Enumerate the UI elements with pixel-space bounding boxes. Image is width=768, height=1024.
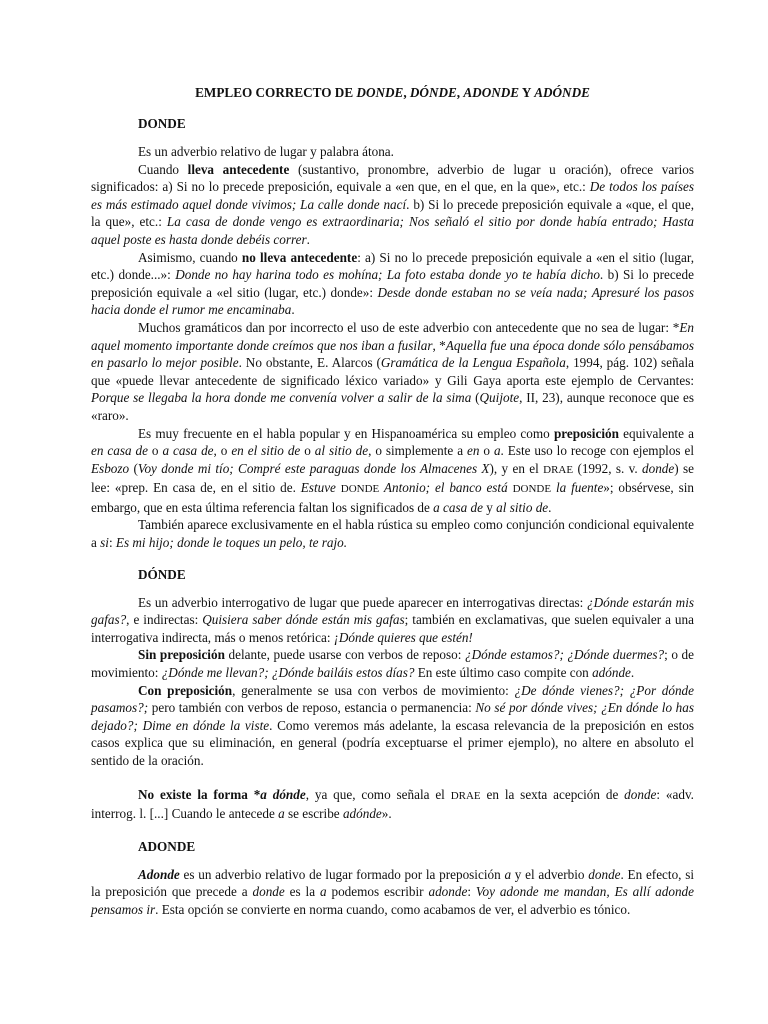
document-title: EMPLEO CORRECTO DE DONDE, DÓNDE, ADONDE Y ADÓNDE [195,85,590,100]
section-heading-donde: DONDE [138,116,186,131]
paragraph: Con preposición, generalmente se usa con verbos de movimiento: ¿De dónde vienes?; ¿Por dónde pasamos?; pero también con verbos de reposo, estancia o permanencia: No sé por dónde vives; ¿En dónde lo has dejado?; Dime en dónde la viste. Como veremos más adelante, la escasa relevancia de la preposición en estos casos explica que su eliminación, en general (podría exceptuarse el primer ejemplo), no altere en absoluto el sentido de la oración. [91,682,694,768]
paragraph: Es muy frecuente en el habla popular y en Hispanoamérica su empleo como preposición equivalente a en casa de o a casa de, o en el sitio de o al sitio de, o simplemente a en o a. Este uso lo recoge con ejemplos el Esbozo (Voy donde mi tío; Compré este paraguas donde los Almacenes X), y en el DRAE (1992, s. v. donde) se lee: «prep. En casa de, en el sitio de. Estuve DONDE Antonio; el banco está DONDE la fuente»; obsérvese, sin embargo, que en esta última referencia faltan los significados de a casa de y al sitio de. [91,425,695,515]
paragraph: También aparece exclusivamente en el habla rústica su empleo como conjunción condicional equivalente a si: Es mi hijo; donde le toques un pelo, te rajo. [91,517,694,551]
section-heading-adonde: ADONDE [138,838,196,854]
document-page [91,84,694,919]
paragraph: Sin preposición delante, puede usarse con verbos de reposo: ¿Dónde estamos?; ¿Dónde duermes?; o de movimiento: ¿Dónde me llevan?; ¿Dónde bailáis estos días? En este último caso compite con adónde. [91,647,694,681]
section-heading-donde-tonico: DÓNDE [138,566,186,582]
paragraph: Cuando lleva antecedente (sustantivo, pronombre, adverbio de lugar u oración), ofrece varios significados: a) Si no lo precede preposición, equivale a «en que, en el que, en la que», etc.: De todos los países es más estimado aquel donde vivimos; La calle donde nací. b) Si lo precede preposición equivale a «que, el que, la que», etc.: La casa de donde vengo es extraordinaria; Nos señaló el sitio por donde había entrado; Hasta aquel poste es hasta donde debéis correr. [91,161,695,247]
paragraph: Asimismo, cuando no lleva antecedente: a) Si no lo precede preposición equivale a «en el sitio (lugar, etc.) donde...»: Donde no hay harina todo es mohína; La foto estaba donde yo te había dicho. b) Si lo precede preposición equivale a «el sitio (lugar, etc.) donde»: Desde donde estaban no se veía nada; Apresuré los pasos hacia donde el rumor me encaminaba. [91,249,694,318]
paragraph: Adonde es un adverbio relativo de lugar formado por la preposición a y el adverbio donde. En efecto, si la preposición que precede a donde es la a podemos escribir adonde: Voy adonde me mandan, Es allí adonde pensamos ir. Esta opción se convierte en norma cuando, como acabamos de ver, el adverbio es tónico. [91,866,695,917]
paragraph: Es un adverbio relativo de lugar y palabra átona. [138,144,394,159]
paragraph: Muchos gramáticos dan por incorrecto el uso de este adverbio con antecedente que no sea de lugar: *En aquel momento importante donde creímos que nos iban a fusilar, *Aquella fue una época donde sólo pensábamos en pasarlo lo mejor posible. No obstante, E. Alarcos (Gramática de la Lengua Española, 1994, pág. 102) señala que «puede llevar antecedente de significado léxico variado» y Gili Gaya aporta este ejemplo de Cervantes: Porque se llegaba la hora donde me convenía volver a salir de la sima (Quijote, II, 23), aunque reconoce que es «raro». [91,319,694,423]
paragraph: Es un adverbio interrogativo de lugar que puede aparecer en interrogativas directas: ¿Dónde estarán mis gafas?, e indirectas: Quisiera saber dónde están mis gafas; también en exclamativas, que suelen equivaler a una interrogativa indirecta, más o menos retórica: ¡Dónde quieres que estén! [91,594,694,645]
paragraph: No existe la forma *a dónde, ya que, como señala el DRAE en la sexta acepción de donde: «adv. interrog. l. [...] Cuando le antecede a se escribe adónde». [91,786,694,822]
